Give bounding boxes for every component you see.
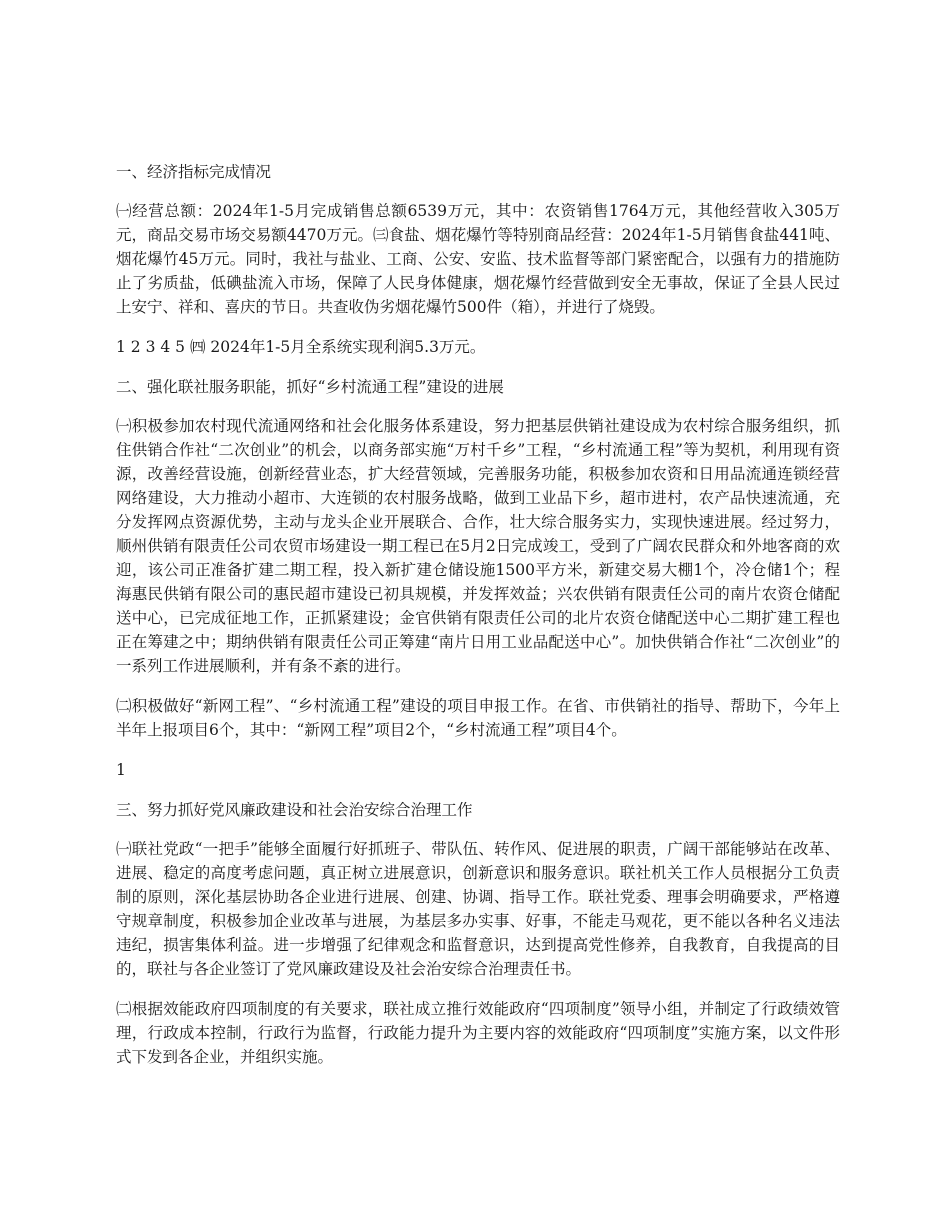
paragraph-efficiency-government: ㈡根据效能政府四项制度的有关要求，联社成立推行效能政府“四项制度”领导小组，并制定了行政绩效管理，行政成本控制，行政行为监督，行政能力提升为主要内容的效能政府“四项制度”实施方案，以文件形式下发到各企业，并组织实施。 [116, 1000, 840, 1066]
page-number: 1 [116, 761, 126, 779]
paragraph-project-application: ㈡积极做好“新网工程”、“乡村流通工程”建设的项目申报工作。在省、市供销社的指导、帮助下，今年上半年上报项目6个，其中：“新网工程”项目2个，“乡村流通工程”项目4个。 [116, 697, 840, 739]
paragraph-network-construction: ㈠积极参加农村现代流通网络和社会化服务体系建设，努力把基层供销社建设成为农村综合服务组织，抓住供销合作社“二次创业”的机会，以商务部实施“万村千乡”工程，“乡村流通工程”等为契机，利用现有资源，改善经营设施，创新经营业态，扩大经营领域，完善服务功能，积极参加农资和日用品流通连锁经营网络建设，大力推动小超市、大连锁的农村服务战略，做到工业品下乡，超市进村，农产品快速流通，充分发挥网点资源优势，主动与龙头企业开展联合、合作，壮大综合服务实力，实现快速进展。经过努力，顺州供销有限责任公司农贸市场建设一期工程已在5月2日完成竣工，受到了广阔农民群众和外地客商的欢迎，该公司正准备扩建二期工程，投入新扩建仓储设施1500平方米，新建交易大棚1个，冷仓储1个；程海惠民供销有限公司的惠民超市建设已初具规模，并发挥效益；兴农供销有限责任公司的南片农资仓储配送中心，已完成征地工作，正抓紧建设；金官供销有限责任公司的北片农资仓储配送中心二期扩建工程也正在筹建之中；期纳供销有限责任公司正筹建“南片日用工业品配送中心”。加快供销合作社“二次创业”的一系列工作进展顺利，并有条不紊的进行。 [116, 417, 840, 675]
section-heading-rural-circulation: 二、强化联社服务职能，抓好“乡村流通工程”建设的进展 [116, 378, 504, 396]
section-heading-party-conduct: 三、努力抓好党风廉政建设和社会治安综合治理工作 [116, 801, 473, 819]
section-heading-economic-indicators: 一、经济指标完成情况 [116, 163, 272, 181]
paragraph-operating-total: ㈠经营总额：2024年1-5月完成销售总额6539万元，其中：农资销售1764万元，其他经营收入305万元，商品交易市场交易额4470万元。㈢食盐、烟花爆竹等特别商品经营：2024年1-5月销售食盐441吨、烟花爆竹45万元。同时，我社与盐业、工商、公安、安监、技术监督等部门紧密配合，以强有力的措施防止了劣质盐，低碘盐流入市场，保障了人民身体健康，烟花爆竹经营做到安全无事故，保证了全县人民过上安宁、祥和、喜庆的节日。共查收伪劣烟花爆竹500件（箱），并进行了烧毁。 [116, 202, 840, 316]
paragraph-leadership-duties: ㈠联社党政“一把手”能够全面履行好抓班子、带队伍、转作风、促进展的职责，广阔干部能够站在改革、进展、稳定的高度考虑问题，真正树立进展意识，创新意识和服务意识。联社机关工作人员根据分工负责制的原则，深化基层协助各企业进行进展、创建、协调、指导工作。联社党委、理事会明确要求，严格遵守规章制度，积极参加企业改革与进展，为基层多办实事、好事，不能走马观花，更不能以各种名义违法违纪，损害集体利益。进一步增强了纪律观念和监督意识，达到提高党性修养，自我教育，自我提高的目的，联社与各企业签订了党风廉政建设及社会治安综合治理责任书。 [116, 840, 840, 978]
document-body [116, 160, 840, 1085]
paragraph-profit: 1 2 3 4 5 ㈣ 2024年1-5月全系统实现利润5.3万元。 [116, 338, 486, 356]
